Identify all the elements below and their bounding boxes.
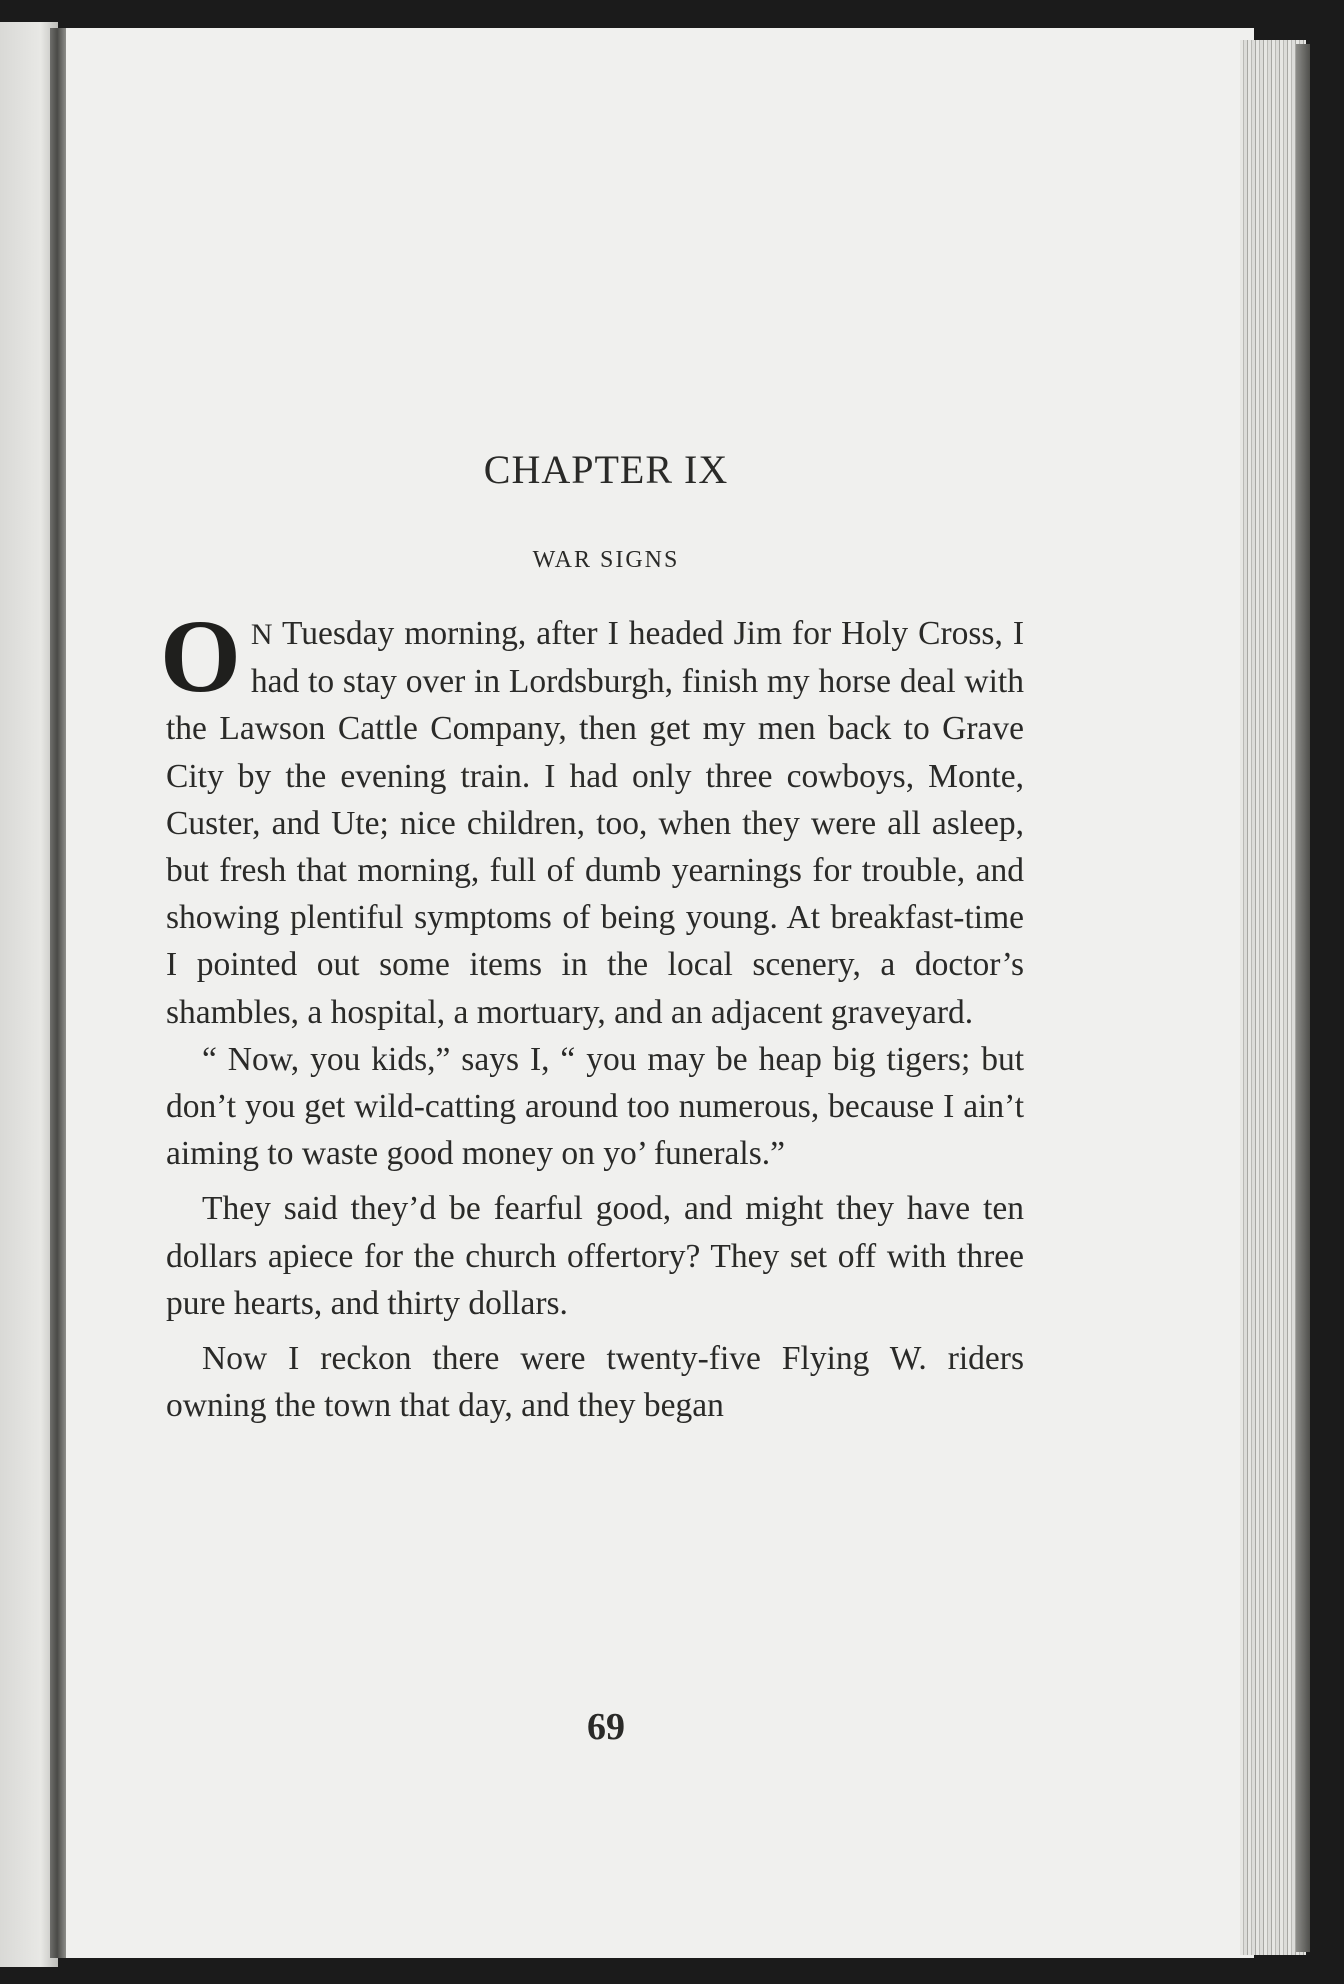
book-gutter <box>50 28 66 1958</box>
paragraph-1 <box>160 599 1024 1036</box>
paragraph-1-text: Tuesday morning, after I headed Jim for Holy Cross, I had to stay over in Lordsburgh, finish my horse deal with the Lawson Cattle Company, then get my men back to Grave City by the evening train. I had only three cowboys, Monte, Custer, and Ute; nice children, too, when they were all asleep, but fresh that morning, full of dumb yearnings for trouble, and showing plentiful symptoms of being young. At breakfast-time I pointed out some items in the local scenery, a doctor’s shambles, a hospital, a mortuary, and an adjacent graveyard. <box>166 615 1024 1031</box>
paragraph-2: “ Now, you kids,” says I, “ you may be heap big tigers; but don’t you get wild-catting around too numerous, because I ain’t aiming to waste good money on yo’ funerals.” <box>166 1040 1024 1173</box>
paragraph-1-opening-letter: N <box>250 618 273 651</box>
paragraph-3: They said they’d be fearful good, and might they have ten dollars apiece for the church offertory? They set off with three pure hearts, and thirty dollars. <box>166 1190 1024 1322</box>
book-cover-edge <box>1296 44 1310 1952</box>
drop-cap: O <box>160 599 241 714</box>
chapter-body <box>160 599 1024 1429</box>
paragraph-4: Now I reckon there were twenty-five Flying W. riders owning the town that day, and they began <box>166 1340 1024 1425</box>
chapter-subtitle: WAR SIGNS <box>532 547 680 573</box>
page-number: 69 <box>587 1706 625 1748</box>
chapter-title: CHAPTER IX <box>483 447 729 492</box>
